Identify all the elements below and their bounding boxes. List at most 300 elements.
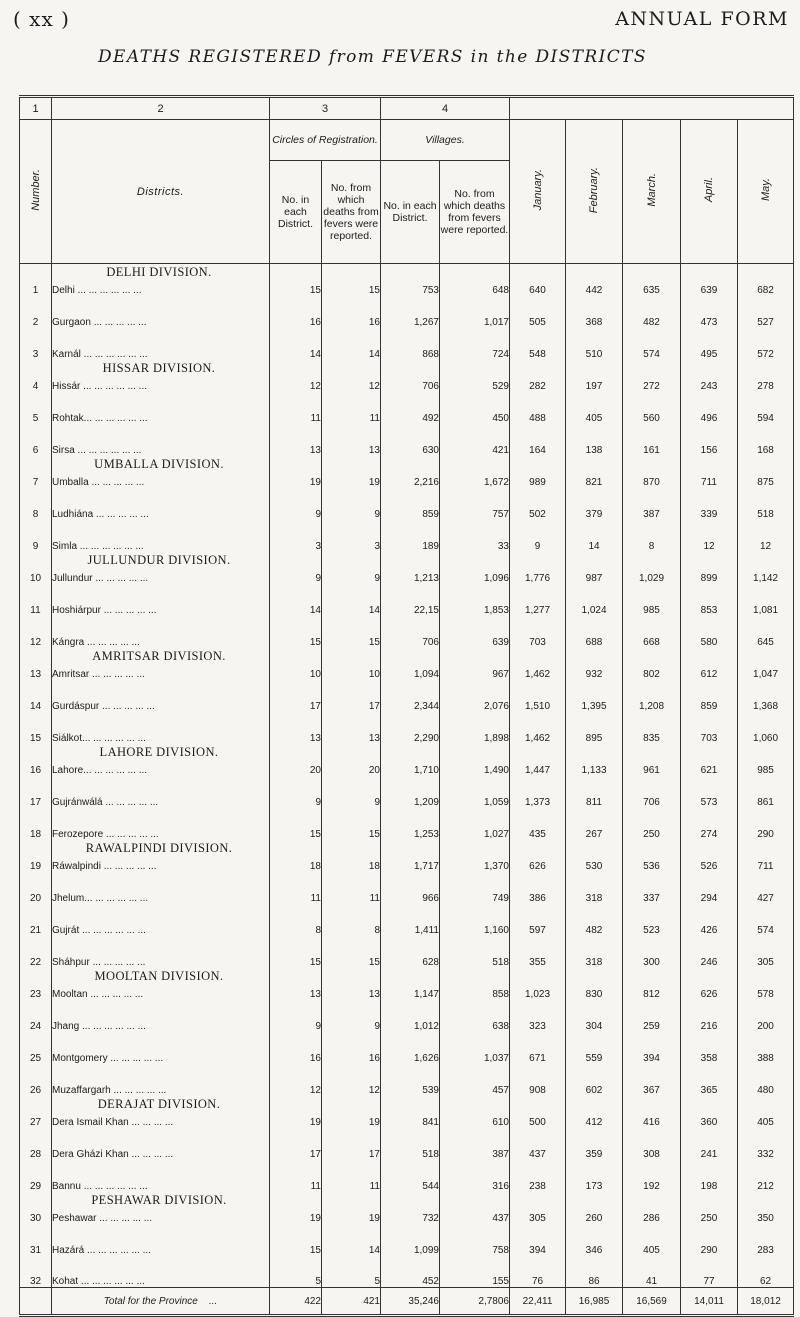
group-header-row [20,120,794,161]
data-cell: 427 [738,872,794,904]
row-number: 17 [20,776,52,808]
table-row [20,552,794,584]
district-name [52,712,270,744]
table-row [20,456,794,488]
table-row [20,648,794,680]
district-label: Jhelum... ... ... ... ... ... [52,892,149,904]
table-row [20,904,794,936]
district-label: Ráwalpindi ... ... ... ... ... [52,860,157,872]
data-cell: 161 [623,424,681,456]
data-cell: 1,776 [510,552,566,584]
data-cell: 572 [738,328,794,360]
data-cell: 11 [322,1160,381,1192]
row-number: 1 [20,264,52,296]
data-cell: 987 [566,552,623,584]
data-cell: 682 [738,264,794,296]
table-row [20,616,794,648]
data-cell: 1,081 [738,584,794,616]
circles-fevers-header: No. from which deaths from fevers were reported. [322,161,381,264]
data-cell: 1,029 [623,552,681,584]
data-cell: 870 [623,456,681,488]
data-cell: 821 [566,456,623,488]
data-cell: 749 [440,872,510,904]
district-name [52,1256,270,1288]
data-cell: 1,490 [440,744,510,776]
table-row [20,520,794,552]
data-cell: 706 [381,616,440,648]
data-cell: 318 [566,936,623,968]
data-cell: 5 [322,1256,381,1288]
data-cell: 13 [270,712,322,744]
data-cell: 9 [322,776,381,808]
data-cell: 830 [566,968,623,1000]
data-cell: 278 [738,360,794,392]
total-cell: 422 [270,1288,322,1316]
data-cell: 14 [322,584,381,616]
month-january-header: January. [510,120,566,264]
district-label: Rohtak... ... ... ... ... ... [52,412,148,424]
row-number: 24 [20,1000,52,1032]
data-cell: 8 [270,904,322,936]
data-cell: 282 [510,360,566,392]
data-cell: 482 [623,296,681,328]
data-cell: 300 [623,936,681,968]
division-heading: HISSAR DIVISION. [102,360,216,375]
district-name [52,392,270,424]
data-cell: 668 [623,616,681,648]
data-cell: 841 [381,1096,440,1128]
data-cell: 1,373 [510,776,566,808]
data-cell: 9 [322,488,381,520]
data-cell: 259 [623,1000,681,1032]
data-cell: 574 [738,904,794,936]
row-number: 22 [20,936,52,968]
division-heading: AMRITSAR DIVISION. [92,648,226,663]
data-cell: 17 [322,1128,381,1160]
district-name [52,296,270,328]
data-cell: 20 [322,744,381,776]
total-cell: 421 [322,1288,381,1316]
data-cell: 11 [322,392,381,424]
data-cell: 1,160 [440,904,510,936]
running-head: ANNUAL FORM [615,8,789,30]
data-cell: 294 [681,872,738,904]
data-cell: 724 [440,328,510,360]
data-cell: 18 [270,840,322,872]
data-cell: 13 [270,968,322,1000]
villages-header: Villages. [381,120,510,161]
data-cell: 304 [566,1000,623,1032]
row-number: 10 [20,552,52,584]
total-cell: 16,569 [623,1288,681,1316]
number-header: Number. [20,120,52,264]
row-number: 18 [20,808,52,840]
data-cell: 1,411 [381,904,440,936]
data-cell: 9 [270,488,322,520]
data-cell: 274 [681,808,738,840]
district-label: Kohat ... ... ... ... ... ... [52,1276,145,1287]
data-cell: 989 [510,456,566,488]
data-cell: 640 [510,264,566,296]
data-cell: 198 [681,1160,738,1192]
table-row [20,968,794,1000]
data-cell: 706 [623,776,681,808]
data-cell: 1,047 [738,648,794,680]
data-cell: 932 [566,648,623,680]
district-label: Gurdáspur ... ... ... ... ... [52,700,155,712]
district-label: Hazárá ... ... ... ... ... ... [52,1244,151,1256]
data-cell: 639 [440,616,510,648]
table-row [20,1128,794,1160]
data-cell: 500 [510,1096,566,1128]
data-cell: 33 [440,520,510,552]
data-cell: 732 [381,1192,440,1224]
data-cell: 510 [566,328,623,360]
district-name [52,776,270,808]
data-cell: 853 [681,584,738,616]
data-cell: 753 [381,264,440,296]
data-cell: 602 [566,1064,623,1096]
district-name [52,744,270,776]
col-number-5 [510,97,794,120]
total-dots: ... [208,1295,218,1307]
data-cell: 442 [566,264,623,296]
district-label: Ferozepore ... ... ... ... ... [52,828,159,840]
district-name [52,456,270,488]
data-cell: 1,096 [440,552,510,584]
data-cell: 671 [510,1032,566,1064]
data-cell: 77 [681,1256,738,1288]
data-cell: 216 [681,1000,738,1032]
data-cell: 1,462 [510,712,566,744]
data-cell: 388 [738,1032,794,1064]
data-cell: 212 [738,1160,794,1192]
data-cell: 858 [440,968,510,1000]
col-number-1: 1 [20,97,52,120]
data-cell: 426 [681,904,738,936]
data-cell: 16 [322,1032,381,1064]
table-row [20,296,794,328]
data-cell: 41 [623,1256,681,1288]
district-label: Gujrát ... ... ... ... ... ... [52,924,146,936]
data-cell: 523 [623,904,681,936]
district-name [52,1064,270,1096]
data-cell: 496 [681,392,738,424]
data-cell: 1,209 [381,776,440,808]
table-row [20,1224,794,1256]
table-row [20,1160,794,1192]
row-number: 4 [20,360,52,392]
district-label: Hoshiárpur ... ... ... ... ... [52,604,157,616]
data-cell: 250 [623,808,681,840]
district-name [52,1192,270,1224]
data-cell: 13 [270,424,322,456]
data-cell: 8 [322,904,381,936]
data-cell: 1,368 [738,680,794,712]
data-cell: 539 [381,1064,440,1096]
district-name [52,360,270,392]
data-cell: 250 [681,1192,738,1224]
district-label: Karnál ... ... ... ... ... ... [52,348,148,360]
data-cell: 260 [566,1192,623,1224]
data-cell: 316 [440,1160,510,1192]
district-name [52,680,270,712]
district-label: Gurgaon ... ... ... ... ... [52,316,147,328]
data-cell: 22,15 [381,584,440,616]
data-cell: 386 [510,872,566,904]
data-cell: 835 [623,712,681,744]
data-cell: 1,059 [440,776,510,808]
data-cell: 238 [510,1160,566,1192]
table-row [20,680,794,712]
table-row [20,776,794,808]
table-row [20,936,794,968]
data-cell: 1,395 [566,680,623,712]
data-cell: 13 [322,712,381,744]
district-label: Siálkot... ... ... ... ... ... [52,732,146,744]
data-cell: 323 [510,1000,566,1032]
data-cell: 802 [623,648,681,680]
data-cell: 421 [440,424,510,456]
data-cell: 450 [440,392,510,424]
data-cell: 967 [440,648,510,680]
data-cell: 645 [738,616,794,648]
data-cell: 1,024 [566,584,623,616]
data-cell: 12 [738,520,794,552]
fever-deaths-table [19,95,794,1317]
data-cell: 11 [322,872,381,904]
district-label: Sháhpur ... ... ... ... ... [52,956,146,968]
data-cell: 711 [738,840,794,872]
row-number: 21 [20,904,52,936]
data-cell: 19 [270,1096,322,1128]
district-name [52,808,270,840]
data-cell: 548 [510,328,566,360]
data-cell: 13 [322,424,381,456]
data-cell: 630 [381,424,440,456]
data-cell: 17 [270,1128,322,1160]
row-number: 8 [20,488,52,520]
data-cell: 405 [738,1096,794,1128]
data-cell: 1,027 [440,808,510,840]
data-cell: 368 [566,296,623,328]
data-cell: 536 [623,840,681,872]
data-cell: 2,076 [440,680,510,712]
data-cell: 15 [270,936,322,968]
data-cell: 367 [623,1064,681,1096]
data-cell: 15 [270,616,322,648]
data-cell: 241 [681,1128,738,1160]
data-cell: 635 [623,264,681,296]
data-cell: 3 [322,520,381,552]
division-heading: DERAJAT DIVISION. [97,1096,221,1111]
data-cell: 757 [440,488,510,520]
data-cell: 15 [322,264,381,296]
data-cell: 530 [566,840,623,872]
district-label: Hissár ... ... ... ... ... ... [52,380,148,392]
row-number: 2 [20,296,52,328]
district-label: Jullundur ... ... ... ... ... [52,572,149,584]
data-cell: 573 [681,776,738,808]
data-cell: 457 [440,1064,510,1096]
district-name [52,328,270,360]
district-name [52,1224,270,1256]
data-cell: 812 [623,968,681,1000]
data-cell: 1,672 [440,456,510,488]
total-cell: 16,985 [566,1288,623,1316]
data-cell: 1,370 [440,840,510,872]
data-cell: 621 [681,744,738,776]
col-number-3: 3 [270,97,381,120]
table-row [20,584,794,616]
row-number: 11 [20,584,52,616]
data-cell: 1,060 [738,712,794,744]
data-cell: 290 [738,808,794,840]
row-number: 20 [20,872,52,904]
districts-header: Districts. [52,120,270,264]
data-cell: 156 [681,424,738,456]
data-cell: 518 [440,936,510,968]
data-cell: 200 [738,1000,794,1032]
data-cell: 192 [623,1160,681,1192]
data-cell: 5 [270,1256,322,1288]
data-cell: 9 [270,1000,322,1032]
data-cell: 908 [510,1064,566,1096]
data-cell: 14 [322,1224,381,1256]
table-row [20,1032,794,1064]
row-number: 9 [20,520,52,552]
row-number: 5 [20,392,52,424]
data-cell: 308 [623,1128,681,1160]
col-number-4: 4 [381,97,510,120]
data-cell: 529 [440,360,510,392]
table-row [20,488,794,520]
district-label: Gujránwálá ... ... ... ... ... [52,796,159,808]
row-number: 15 [20,712,52,744]
district-name [52,936,270,968]
data-cell: 437 [510,1128,566,1160]
data-cell: 711 [681,456,738,488]
district-name [52,424,270,456]
data-cell: 387 [623,488,681,520]
district-label: Sirsa ... ... ... ... ... ... [52,444,142,456]
row-number: 19 [20,840,52,872]
data-cell: 405 [566,392,623,424]
data-cell: 495 [681,328,738,360]
data-cell: 16 [270,1032,322,1064]
data-cell: 14 [322,328,381,360]
data-cell: 10 [270,648,322,680]
table-row [20,744,794,776]
data-cell: 15 [270,808,322,840]
data-cell: 961 [623,744,681,776]
data-cell: 502 [510,488,566,520]
district-label: Mooltan ... ... ... ... ... [52,988,144,1000]
row-number: 28 [20,1128,52,1160]
data-cell: 16 [270,296,322,328]
data-cell: 305 [738,936,794,968]
data-cell: 2,216 [381,456,440,488]
total-cell: 22,411 [510,1288,566,1316]
district-name [52,872,270,904]
data-cell: 610 [440,1096,510,1128]
data-cell: 648 [440,264,510,296]
data-cell: 11 [270,872,322,904]
data-cell: 580 [681,616,738,648]
data-cell: 14 [566,520,623,552]
row-number: 30 [20,1192,52,1224]
data-cell: 868 [381,328,440,360]
district-label: Kángra ... ... ... ... ... [52,636,140,648]
data-cell: 480 [738,1064,794,1096]
data-cell: 612 [681,648,738,680]
data-cell: 526 [681,840,738,872]
data-cell: 15 [270,1224,322,1256]
data-cell: 189 [381,520,440,552]
district-name [52,616,270,648]
table-row [20,1000,794,1032]
data-cell: 1,626 [381,1032,440,1064]
district-name [52,1096,270,1128]
data-cell: 1,208 [623,680,681,712]
data-cell: 14 [270,584,322,616]
district-label: Ludhiána ... ... ... ... ... [52,508,149,520]
data-cell: 17 [270,680,322,712]
data-cell: 1,253 [381,808,440,840]
circles-header: Circles of Registration. [270,120,381,161]
district-name [52,904,270,936]
data-cell: 10 [322,648,381,680]
data-cell: 638 [440,1000,510,1032]
data-cell: 15 [322,936,381,968]
data-cell: 437 [440,1192,510,1224]
data-cell: 286 [623,1192,681,1224]
data-cell: 473 [681,296,738,328]
data-cell: 173 [566,1160,623,1192]
data-cell: 706 [381,360,440,392]
data-cell: 594 [738,392,794,424]
data-cell: 9 [322,1000,381,1032]
row-number: 31 [20,1224,52,1256]
data-cell: 626 [681,968,738,1000]
data-cell: 11 [270,1160,322,1192]
data-cell: 246 [681,936,738,968]
district-name [52,1000,270,1032]
data-cell: 527 [738,296,794,328]
total-cell: 35,246 [381,1288,440,1316]
data-cell: 350 [738,1192,794,1224]
division-heading: DELHI DIVISION. [106,265,212,279]
data-cell: 360 [681,1096,738,1128]
data-cell: 13 [322,968,381,1000]
table-row [20,424,794,456]
data-cell: 758 [440,1224,510,1256]
district-label: Peshawar ... ... ... ... ... [52,1212,153,1224]
district-label: Jhang ... ... ... ... ... ... [52,1020,146,1032]
data-cell: 272 [623,360,681,392]
row-number: 12 [20,616,52,648]
month-april-header: April. [681,120,738,264]
data-cell: 9 [322,552,381,584]
data-cell: 492 [381,392,440,424]
data-cell: 899 [681,552,738,584]
division-heading: MOOLTAN DIVISION. [94,968,224,983]
district-name [52,264,270,296]
data-cell: 12 [322,1064,381,1096]
data-cell: 164 [510,424,566,456]
data-cell: 416 [623,1096,681,1128]
data-cell: 243 [681,360,738,392]
